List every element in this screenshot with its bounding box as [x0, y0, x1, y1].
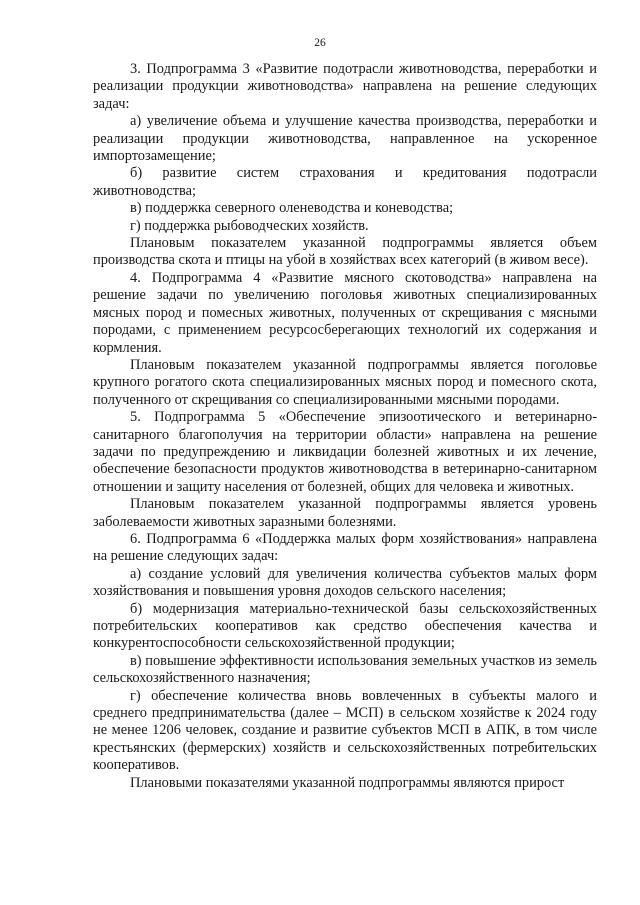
document-body: [93, 61, 597, 792]
paragraph-subprogram-3-indicator: Плановым показателем указанной подпрограммы является объем производства скота и птицы на убой в хозяйствах всех категорий (в живом весе).: [93, 235, 597, 269]
paragraph-task-c: в) поддержка северного оленеводства и коневодства;: [130, 200, 454, 217]
paragraph-sp6-task-b: б) модернизация материально-технической базы сельскохозяйственных потребительских кооперативов как средство обеспечения качества и конкурентоспособности сельскохозяйственной продукции;: [93, 600, 597, 652]
paragraph-subprogram-5-intro: 5. Подпрограмма 5 «Обеспечение эпизоотического и ветеринарно-санитарного благополучия на территории области» направлена на решение задачи по предупреждению и ликвидации болезней животных и их лечение, обеспечение безопасности продуктов животноводства в ветеринарно-санитарном отношении и защиту населения от болезней, общих для человека и животных.: [93, 409, 597, 495]
page-number: 26: [314, 37, 326, 49]
paragraph-sp6-task-c: в) повышение эффективности использования земельных участков из земель сельскохозяйственного назначения;: [93, 652, 597, 687]
paragraph-task-b: б) развитие систем страхования и кредитования подотрасли животноводства;: [93, 165, 597, 199]
paragraph-subprogram-4-intro: 4. Подпрограмма 4 «Развитие мясного скотоводства» направлена на решение задачи по увеличению поголовья животных специализированных мясных пород и помесных животных, полученных от скрещивания с мясными породами, с применением ресурсосберегающих технологий их содержания и кормления.: [93, 269, 597, 356]
paragraph-task-a: а) увеличение объема и улучшение качества производства, переработки и реализации продукции животноводства, направленное на ускоренное импортозамещение;: [93, 113, 597, 165]
paragraph-subprogram-6-intro: 6. Подпрограмма 6 «Поддержка малых форм хозяйствования» направлена на решение следующих задач:: [93, 530, 597, 565]
paragraph-sp6-task-a: а) создание условий для увеличения количества субъектов малых форм хозяйствования и повышения уровня доходов сельского населения;: [93, 565, 597, 600]
paragraph-sp6-task-d: г) обеспечение количества вновь вовлеченных в субъекты малого и среднего предпринимательства (далее – МСП) в сельском хозяйстве к 2024 году не менее 1206 человек, создание и развитие субъектов МСП в АПК, в том числе крестьянских (фермерских) хозяйств и сельскохозяйственных потребительских кооперативов.: [93, 687, 597, 774]
paragraph-subprogram-4-indicator: Плановым показателем указанной подпрограммы является поголовье крупного рогатого скота специализированных мясных пород и помесного скота, полученного от скрещивания со специализированными мясными породами.: [93, 356, 597, 408]
paragraph-subprogram-6-indicators: Плановыми показателями указанной подпрограммы являются прирост: [130, 774, 565, 791]
paragraph-subprogram-3-intro: 3. Подпрограмма 3 «Развитие подотрасли животноводства, переработки и реализации продукции животноводства» направлена на решение следующих задач:: [93, 61, 597, 112]
paragraph-task-d: г) поддержка рыбоводческих хозяйств.: [130, 217, 369, 234]
paragraph-subprogram-5-indicator: Плановым показателем указанной подпрограммы является уровень заболеваемости животных заразными болезнями.: [93, 496, 597, 530]
